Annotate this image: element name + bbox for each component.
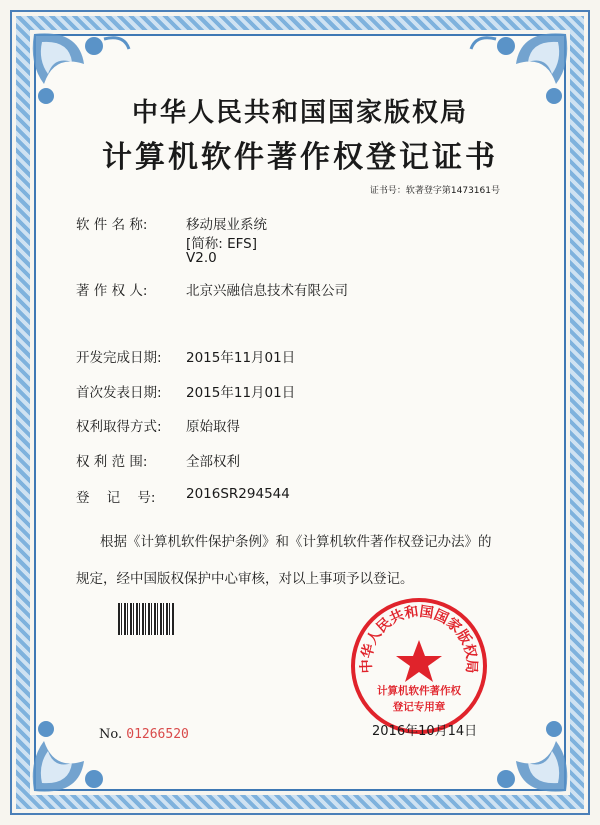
registration-row	[76, 486, 290, 506]
certificate-number: 证书号：软著登字第1473161号	[369, 186, 500, 196]
issue-date: 2016年10月14日	[372, 724, 478, 739]
serial-value: 01266520	[126, 727, 189, 742]
publish-date-value: 2015年11月01日	[186, 385, 296, 401]
scope-row	[76, 450, 240, 470]
owner-row	[76, 279, 348, 299]
owner-label: 著 作 权 人:	[76, 283, 148, 299]
certificate-title: 计算机软件著作权登记证书	[102, 140, 498, 175]
serial-label: No.	[99, 727, 123, 742]
registration-number: 2016SR294544	[186, 486, 290, 502]
registration-label: 登 记 号:	[76, 490, 156, 506]
acquire-value: 原始取得	[186, 419, 240, 435]
software-version: V2.0	[186, 250, 217, 266]
dev-date-label: 开发完成日期:	[76, 350, 162, 366]
barcode-icon	[118, 603, 174, 635]
software-short-name: [简称: EFS]	[186, 236, 258, 252]
seal-ring-text: 中华人民共和国国家版权局	[358, 603, 480, 674]
scope-label: 权 利 范 围:	[76, 454, 148, 470]
serial-number	[99, 727, 189, 742]
owner-value: 北京兴融信息技术有限公司	[186, 283, 348, 299]
acquire-label: 权利取得方式:	[76, 419, 162, 435]
publish-date-row	[76, 381, 295, 401]
seal-center-line1: 计算机软件著作权	[377, 685, 461, 697]
software-name-label: 软 件 名 称:	[76, 217, 148, 233]
dev-date-row	[76, 346, 295, 366]
official-seal-icon	[349, 596, 489, 736]
scope-value: 全部权利	[186, 454, 240, 470]
dev-date-value: 2015年11月01日	[186, 350, 296, 366]
legal-basis-line2: 规定，经中国版权保护中心审核，对以上事项予以登记。	[76, 571, 414, 587]
software-name-row	[76, 213, 267, 233]
publish-date-label: 首次发表日期:	[76, 385, 162, 401]
legal-basis-line1: 根据《计算机软件保护条例》和《计算机软件著作权登记办法》的	[100, 534, 492, 550]
corner-ornament-icon	[24, 711, 134, 801]
issuing-authority: 中华人民共和国国家版权局	[131, 98, 468, 128]
software-name-value: 移动展业系统	[186, 217, 267, 233]
acquire-row	[76, 415, 240, 435]
seal-center-line2: 登记专用章	[392, 701, 446, 713]
